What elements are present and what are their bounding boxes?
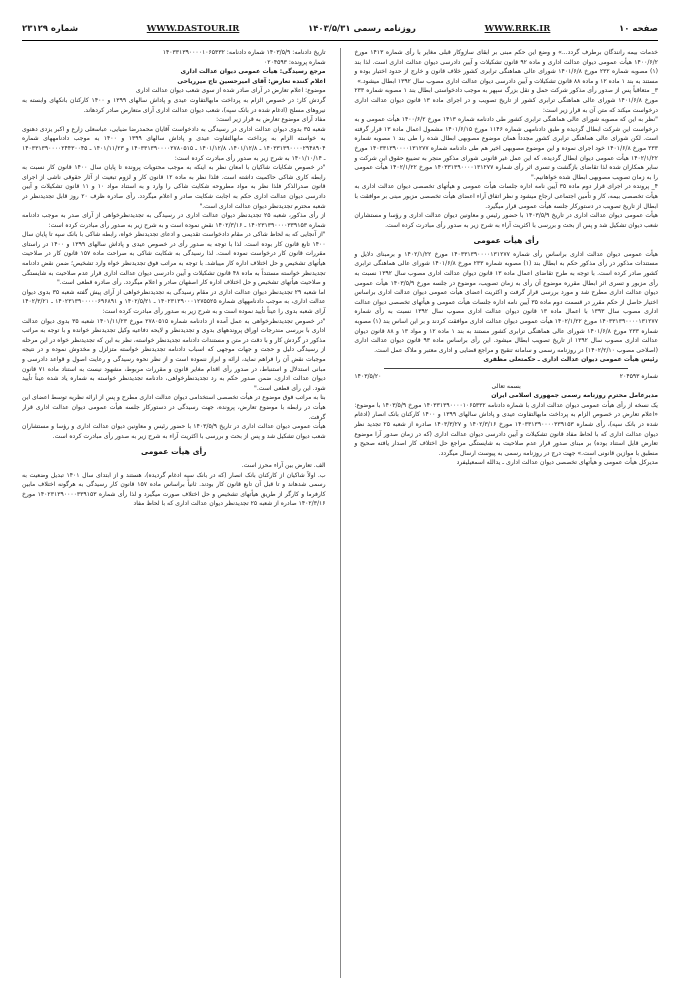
meta-line: اعلام کننده تعارض: آقای امیرحسین تاج میرریاحی <box>177 77 326 85</box>
paragraph: ۴_ پرونده در اجرای قرار دوم ماده ۳۵ آیین نامه اداره جلسات هیأت عمومی و هیأتهای تخصصی دیوان عدالت اداری به هیأت تخصصی بیمه، کار و تأمین اجتماعی ارجاع میشود و نظر اتفاق آراء اعضای هیأت تخصصی مزبور مبنی بر موافقت با ابطال از تاریخ تصویب در دستورکار جلسه هیأت عمومی قرار میگیرد. <box>354 183 658 210</box>
paragraph: هیأت عمومی دیوان عدالت اداری در تاریخ ۱۴۰۳/۵/۹ با حضور رئیس و معاونین دیوان عدالت اداری و رؤسا و مستشاران شعب دیوان تشکیل شد و پس از بحث و بررسی با اکثریت آراء به شرح زیر به صدور رأی مبادرت کرده است. <box>354 212 658 229</box>
letter-meta <box>354 372 658 382</box>
ruling-paragraph: الف. تعارض بین آراء محرز است. <box>241 461 326 469</box>
letter-body: یک نسخه از رأی هیأت عمومی دیوان عدالت اداری با شماره دادنامه ۱۴۰۳۳۱۳۹۰۰۰۰۱۰۶۵۳۳۲ مورخ ۱۴۰۳/۵/۹ با موضوع: «اعلام تعارض در خصوص الزام به پرداخت مابهالتفاوت عیدی و پاداش سالهای ۱۳۹۹ و ۱۴۰۰ کارکنان بانک انصار (ادغام شده در بانک سپه)، رأی شماره ۱۴۰۳۳۱۳۹۰۰۰۰۳۳۹۱۵۳ مورخ ۱۴۰۲/۳/۱۶ و ۱۴۰۳/۳/۲۷ صادره از شعبه ۲۵ تجدید نظر دیوان عدالت اداری که با لحاظ مفاد قانون تشکیلات و آیین دادرسی دیوان عدالت اداری (که در زمان صدور آرا موضوع تعارض قابل استناد بوده) بر مبنای صدور قرار عدم صلاحیت به شایستگی مراجع حل اختلاف کار اصدار یافته صحیح و منطبق با موازین قانونی است.» جهت درج در روزنامه رسمی به پیوست ارسال میگردد. <box>354 401 658 457</box>
paragraph: "در خصوص تجدیدنظرخواهی به عمل آمده از دادنامه شماره ۲۷۸۰۵۱۵ مورخ ۱۴۰۱/۱۱/۲۳ شعبه ۳۵ بدوی دیوان عدالت اداری با بررسی مندرجات اوراق پروندههای بدوی و تجدیدنظر و لایحه دفاعیه وکیل تجدیدنظر خوانده و با توجه به مراتب مذکور در گردش کار و با دقت در متن و مستندات دادنامه تجدیدنظر خواسته، نظر به این که تجدیدنظر خواه در این مرحله از رسیدگی دلیل و حجت و جهات موجهی که اسباب دادنامه تجدیدنظر خواسته متزلزل و مخدوش نموده و در نتیجه موجبات نقض آن را فراهم نماید، ارائه و ابراز ننموده است و از نظر نحوه رسیدگی و رعایت اصول و قواعد دادرسی و مبانی استدلال و استنباط، در صدور رأی اقدام مغایر قانون و مقررات مربوط، مشهود نیست به استناد ماده ۷۱ قانون دیوان عدالت اداری، ضمن صدور حکم به رد تجدیدنظرخواهی، دادنامه تجدیدنظر خواسته به شماره یاد شده عیناً تأیید شود. این رأی قطعی است." <box>21 317 326 392</box>
letter-recipient: مدیرعامل محترم روزنامه رسمی جمهوری اسلامی ایران <box>491 392 658 400</box>
meta-line: مفاد آرای موضوع تعارض به قرار زیر است: <box>216 116 326 124</box>
letter-date: ۱۴۰۳/۵/۲۰ <box>354 373 382 380</box>
meta-line: شماره پرونده: ۰۲۰۴۵۹۳ <box>264 58 326 66</box>
ruling-paragraph: هیأت عمومی دیوان عدالت اداری براساس رأی شماره ۱۴۰۳۳۱۳۹۰۰۰۰۱۳۱۲۷۷ مورخ ۱۴۰۲/۱/۲۲ و برمبنای دلایل و مستندات مذکور در رأی مذکور حکم به ابطال بند (۱) مصوبه شماره ۲۳۳ مورخ ۱۴۰۱/۶/۸ شورای عالی هماهنگی ترابری کشور صادر کرده است. با توجه به طرح تقاضای اعمال ماده ۱۳ قانون دیوان عدالت اداری مصوب سال ۱۳۹۲ نسبت به رأی مزبور و تسری اثر ابطال مقرره موضوع آن رأی به زمان تصویب، موضوع در جلسه مورخ ۱۴۰۳/۵/۹ هیأت عمومی دیوان عدالت اداری مطرح شد و مورد بررسی قرار گرفت و اکثریت اعضای هیأت عمومی دیوان عدالت اداری براساس اختیار حاصل از حکم مقرر در قسمت دوم ماده ۳۵ آیین نامه اداره جلسات هیأت عمومی و هیأتهای تخصصی دیوان عدالت اداری مصوب سال ۱۳۹۳ با اعمال ماده ۱۳ قانون دیوان عدالت اداری مصوب سال ۱۳۹۲ نسبت به رأی شماره ۱۴۰۳۳۱۳۹۰۰۰۰۱۳۱۲۷۷ مورخ ۱۴۰۲/۱/۲۲ هیأت عمومی دیوان عدالت اداری موافقت کردند و بر این اساس بند (۱) مصوبه شماره ۲۳۳ مورخ ۱۴۰۱/۶/۸ شورای عالی هماهنگی ترابری کشور مستند به بند ۱ ماده ۱۲ و مواد ۱۳ و ۸۸ قانون دیوان عدالت اداری مصوب سال ۱۳۹۲ از تاریخ تصویب ابطال میشود. این رأی براساس ماده ۹۳ قانون دیوان عدالت اداری (اصلاحی مصوب ۱۴۰۲/۲/۱۰) در روزنامه رسمی و سامانه تنقیح و مراجع قضایی و اداری معتبر و ملاک عمل است. <box>354 250 658 354</box>
gazette-date: روزنامه رسمی ۱۴۰۳/۵/۳۱ <box>308 24 416 34</box>
letter-number: شماره ۲۰۴۵۹۳ <box>619 373 658 380</box>
ruling-heading: رأی هیأت عمومی <box>141 447 207 457</box>
separator <box>384 368 628 369</box>
ruling-paragraph: ب. اولاً شاکیان از کارکنان بانک انصار (که در بانک سپه ادغام گردیده)، هستند و از ابتدای سال ۱۴۰۱ تبدیل وضعیت به رسمی شدهاند و تا قبل آن تابع قانون کار بودند. ثانیاً براساس ماده ۱۵۷ قانون کار رسیدگی به هرگونه اختلاف مابین کارفرما و کارگر از طریق هیأتهای تشخیص و حل اختلاف صورت میگیرد و لذا رأی شماره ۱۴۰۲۳۱۳۹۰۰۰۰۳۳۹۱۵۳ مورخ ۱۴۰۲/۳/۱۶ صادره از شعبه ۲۵ تجدیدنظر دیوان عدالت اداری که با لحاظ مفاد <box>21 471 326 508</box>
paragraph: "نظر به این که مصوبه شورای عالی هماهنگی ترابری کشور طی دادنامه شماره ۱۴۱۳ مورخ ۱۴۰۰/۶/۲ هیأت عمومی و به درخواست این شرکت ابطال گردیده و طبق دادنامهی شماره ۱۱۴۶ مورخ ۱۴۰۱/۶/۱۵ مشمول اعمال ماده ۱۳ قرار گرفته است. لکن شورای عالی هماهنگی ترابری کشور مجدداً همان موضوع مصوبهی ابطال شده را طی بند ۱ مصوبه شماره ۲۳۳ مورخ ۱۴۰۱/۶/۸ خود اجرای نموده و این موضوع مصوبهی اخیر هم طی دادنامه شماره ۱۴۰۳۳۱۳۹۰۰۰۰۱۳۱۲۷۷ مورخ ۱۴۰۲/۱/۲۲ هیأت عمومی دیوان ابطال گردیده، که این عمل غیر قانونی شورای مذکور منجر به تضییع حقوق این شرکت و سایر همکاران شده لذا تقاضای بازگشت و تسری اثر رأی شماره ۱۴۰۳۳۱۳۹۰۰۰۰۱۳۱۲۷۷ مورخ ۱۴۰۲/۱/۲۲ هیأت عمومی را به زمان تصویب مصوبهی ابطال شده خواهانیم." <box>354 116 658 181</box>
basmala: بسمه تعالی <box>491 382 521 390</box>
paragraph: شعبه ۳۵ بدوی دیوان عدالت اداری در رسیدگی به دادخواست آقایان محمدرضا ضیایی، عباسعلی زارع و اکبر یزدی دهنوی به خواسته الزام به پرداخت مابهالتفاوت عیدی و پاداش سالهای ۱۳۹۹ و ۱۴۰۰ به موجب دادنامههای شماره ۱۴۰۳۳۱۳۹۰۰۰۰۲۹۴۸۹۰۴ ـ ۱۴۰۱/۱۲/۸، ۱۴۰۱/۱۲/۸ ـ ۱۴۰۳۳۱۳۹۰۰۰۰۲۷۸۰۵۱۵ و ۱۴۰۱/۱۱/۲۳ ـ ۱۴۰۳۳۱۳۹۰۰۰۰۲۴۴۳۰۰۴۵ ـ ۱۴۰۱/۱۰/۱۴ به شرح زیر به صدور رأی مبادرت کرده است: <box>21 125 326 162</box>
site-link-dastour[interactable]: WWW.DASTOUR.IR <box>146 24 240 34</box>
paragraph: اما شعبه ۲۹ تجدیدنظر دیوان عدالت اداری در مقام رسیدگی به تجدیدنظرخواهی از آرای پیش گفته شعبه ۳۵ بدوی دیوان عدالت اداری، به موجب دادنامههای شماره ۱۴۰۲۳۱۳۹۰۰۰۱۲۷۵۵۲۵ ـ ۱۴۰۲/۵/۲۱ و ۱۴۰۲۳۱۳۹۰۰۰۰۰۶۹۶۸۹۱ ـ ۱۴۰۲/۳/۲۱ آرای شعبه بدوی را عیناً تأیید نموده است و به شرح زیر به صدور رأی مبادرت کرده است: <box>21 288 326 316</box>
paragraph: بنا به مراتب فوق موضوع در هیأت تخصصی استخدامی دیوان عدالت اداری مطرح و پس از ارائه نظریه توسط اعضای این هیأت در رابطه با موضوع تعارض، پرونده، جهت رسیدگی در دستورکار جلسه هیأت عمومی دیوان عدالت اداری قرار گرفت. <box>21 394 326 421</box>
ruling-heading: رأی هیأت عمومی <box>473 236 539 246</box>
meta-line: موضوع: اعلام تعارض در آرای صادر شده از سوی شعب دیوان عدالت اداری <box>135 87 326 95</box>
content-columns <box>22 48 658 978</box>
meta-line: تاریخ دادنامه: ۱۴۰۳/۵/۹ شماره دادنامه: ۱۴۰۳۳۱۳۹۰۰۰۰۱۰۶۵۳۳۲ <box>162 49 326 56</box>
ruling-signature: رئیس هیأت عمومی دیوان عدالت اداری ـ حکمتعلی مظفری <box>483 356 658 364</box>
paragraph: ۳_ متعاقباً پس از صدور رأی مذکور شرکت حمل و نقل بزرگ سپهر به موجب دادخواستی ابطال بند ۱ مصوبه شماره ۲۳۳ مورخ ۱۴۰۱/۶/۸ شورای عالی هماهنگی ترابری کشور از تاریخ تصویب و در اجرای ماده ۱۳ قانون دیوان عدالت اداری درخواست میکند که متن آن به قرار زیر است: <box>354 87 658 114</box>
page-number: صفحه ۱۰ <box>619 24 658 34</box>
right-column <box>354 48 658 978</box>
column-divider <box>340 48 341 978</box>
letter-signature: مدیرکل هیأت عمومی و هیأتهای تخصصی دیوان عدالت اداری ـ یدالله اسمعیلیفرد <box>456 459 658 467</box>
meta-line: گردش کار: در خصوص الزام به پرداخت مابهالتفاوت عیدی و پاداش سالهای ۱۳۹۹ و ۱۴۰۰ کارکنان بانکهای وابسته به نیروهای مسلح (ادغام شده در بانک سپه)، شعب دیوان عدالت اداری آرای متعارض صادر کردهاند. <box>21 96 326 114</box>
issue-number: شماره ۲۳۱۲۹ <box>22 24 79 34</box>
paragraph: هیأت عمومی دیوان عدالت اداری در تاریخ ۱۴۰۳/۵/۹ با حضور رئیس و معاونین دیوان عدالت اداری و رؤسا و مستشاران شعب دیوان تشکیل شد و پس از بحث و بررسی با اکثریت آراء به شرح زیر به صدور رأی مبادرت کرده است. <box>21 423 326 440</box>
left-column <box>22 48 326 978</box>
paragraph: "از آنجایی که به لحاظ شاکی در مقام دادخواست تقدیمی و ادعای تجدیدنظر خواه، رابطه شاکی با بانک سپه تا پایان سال ۱۴۰۰ تابع قانون کار بوده است. لذا با توجه به صدور رأی در خصوص عیدی و پاداش سالهای ۱۳۹۹ و ۱۴۰۰ در راستای مقررات قانون کار درخواست نموده است. لذا رسیدگی به شکایت شاکی به صراحت ماده ۱۵۷ قانون کار در صلاحیت هیأتهای تشخیص و حل اختلاف اداره کار میباشد. با توجه به مراتب فوق تجدیدنظر خواه وارد تشخیص؛ ضمن نقض دادنامه تجدیدنظر خواسته مستنداً به ماده ۴۸ قانون تشکیلات و آیین دادرسی دیوان عدالت اداری قرار عدم صلاحیت به شایستگی و صلاحیت هیأتهای تشخیص و حل اختلاف اداره کار اصفهان صادر و اعلام میگردد. رأی صادره قطعی است." <box>21 231 326 287</box>
paragraph: "در خصوص شکایات شاکیان با امعان نظر به اینکه به موجب محتویات پرونده تا پایان سال ۱۴۰۰ قانون کار نسبت به رابطه کاری شاکی حاکمیت داشته است. فلذا نظر به ماده ۱۲ قانون کار و لزوم تبعیت از آثار حقوقی ناشی از اجرای قانون صدرالذکر فلذا نظر به مواد مطروحه شکایت شاکی را وارد و به استناد مواد ۱۰ و ۱۱ قانون تشکیلات و آیین دادرسی دیوان عدالت اداری حکم به اجابت شکایت صادر و اعلام میگردد. رأی صادره ظرف ۲۰ روز قابل تجدیدنظر در شعبه محترم تجدیدنظر دیوان عدالت اداری است." <box>21 164 326 210</box>
paragraph: از رأی مذکور، شعبه ۲۵ تجدیدنظر دیوان عدالت اداری در رسیدگی به تجدیدنظرخواهی از آرای صدر به موجب دادنامه شماره ۱۴۰۲۳۱۳۹۰۰۰۰۳۳۹۱۵۳ ـ ۱۴۰۲/۳/۱۶ نقض نموده است و به شرح زیر به صدور رأی مبادرت کرده است: <box>21 212 326 229</box>
page-header <box>22 18 658 41</box>
meta-line: مرجع رسیدگی: هیأت عمومی دیوان عدالت اداری <box>180 68 326 76</box>
site-link-rrk[interactable]: WWW.RRK.IR <box>484 24 551 34</box>
paragraph: خدمات بیمه رانندگان برطرف گردد...» و وضع این حکم مبنی بر ابقای سازوکار قبلی مغایر با رأی شماره ۱۴۱۳ مورخ ۱۴۰۰/۶/۲ هیأت عمومی دیوان عدالت اداری و ماده ۹۲ قانون تشکیلات و آیین دادرسی دیوان عدالت اداری است. لذا بند (۱) مصوبه شماره ۲۳۲ مورخ ۱۴۰۱/۶/۸ شورای عالی هماهنگی ترابری کشور خلاف قانون و خارج از حدود اختیار بوده و مستند به بند ۱ ماده ۱۲ و ماده ۸۸ قانون تشکیلات و آیین دادرسی دیوان عدالت اداری مصوب سال ۱۳۹۲ ابطال میشود.» <box>354 49 658 85</box>
